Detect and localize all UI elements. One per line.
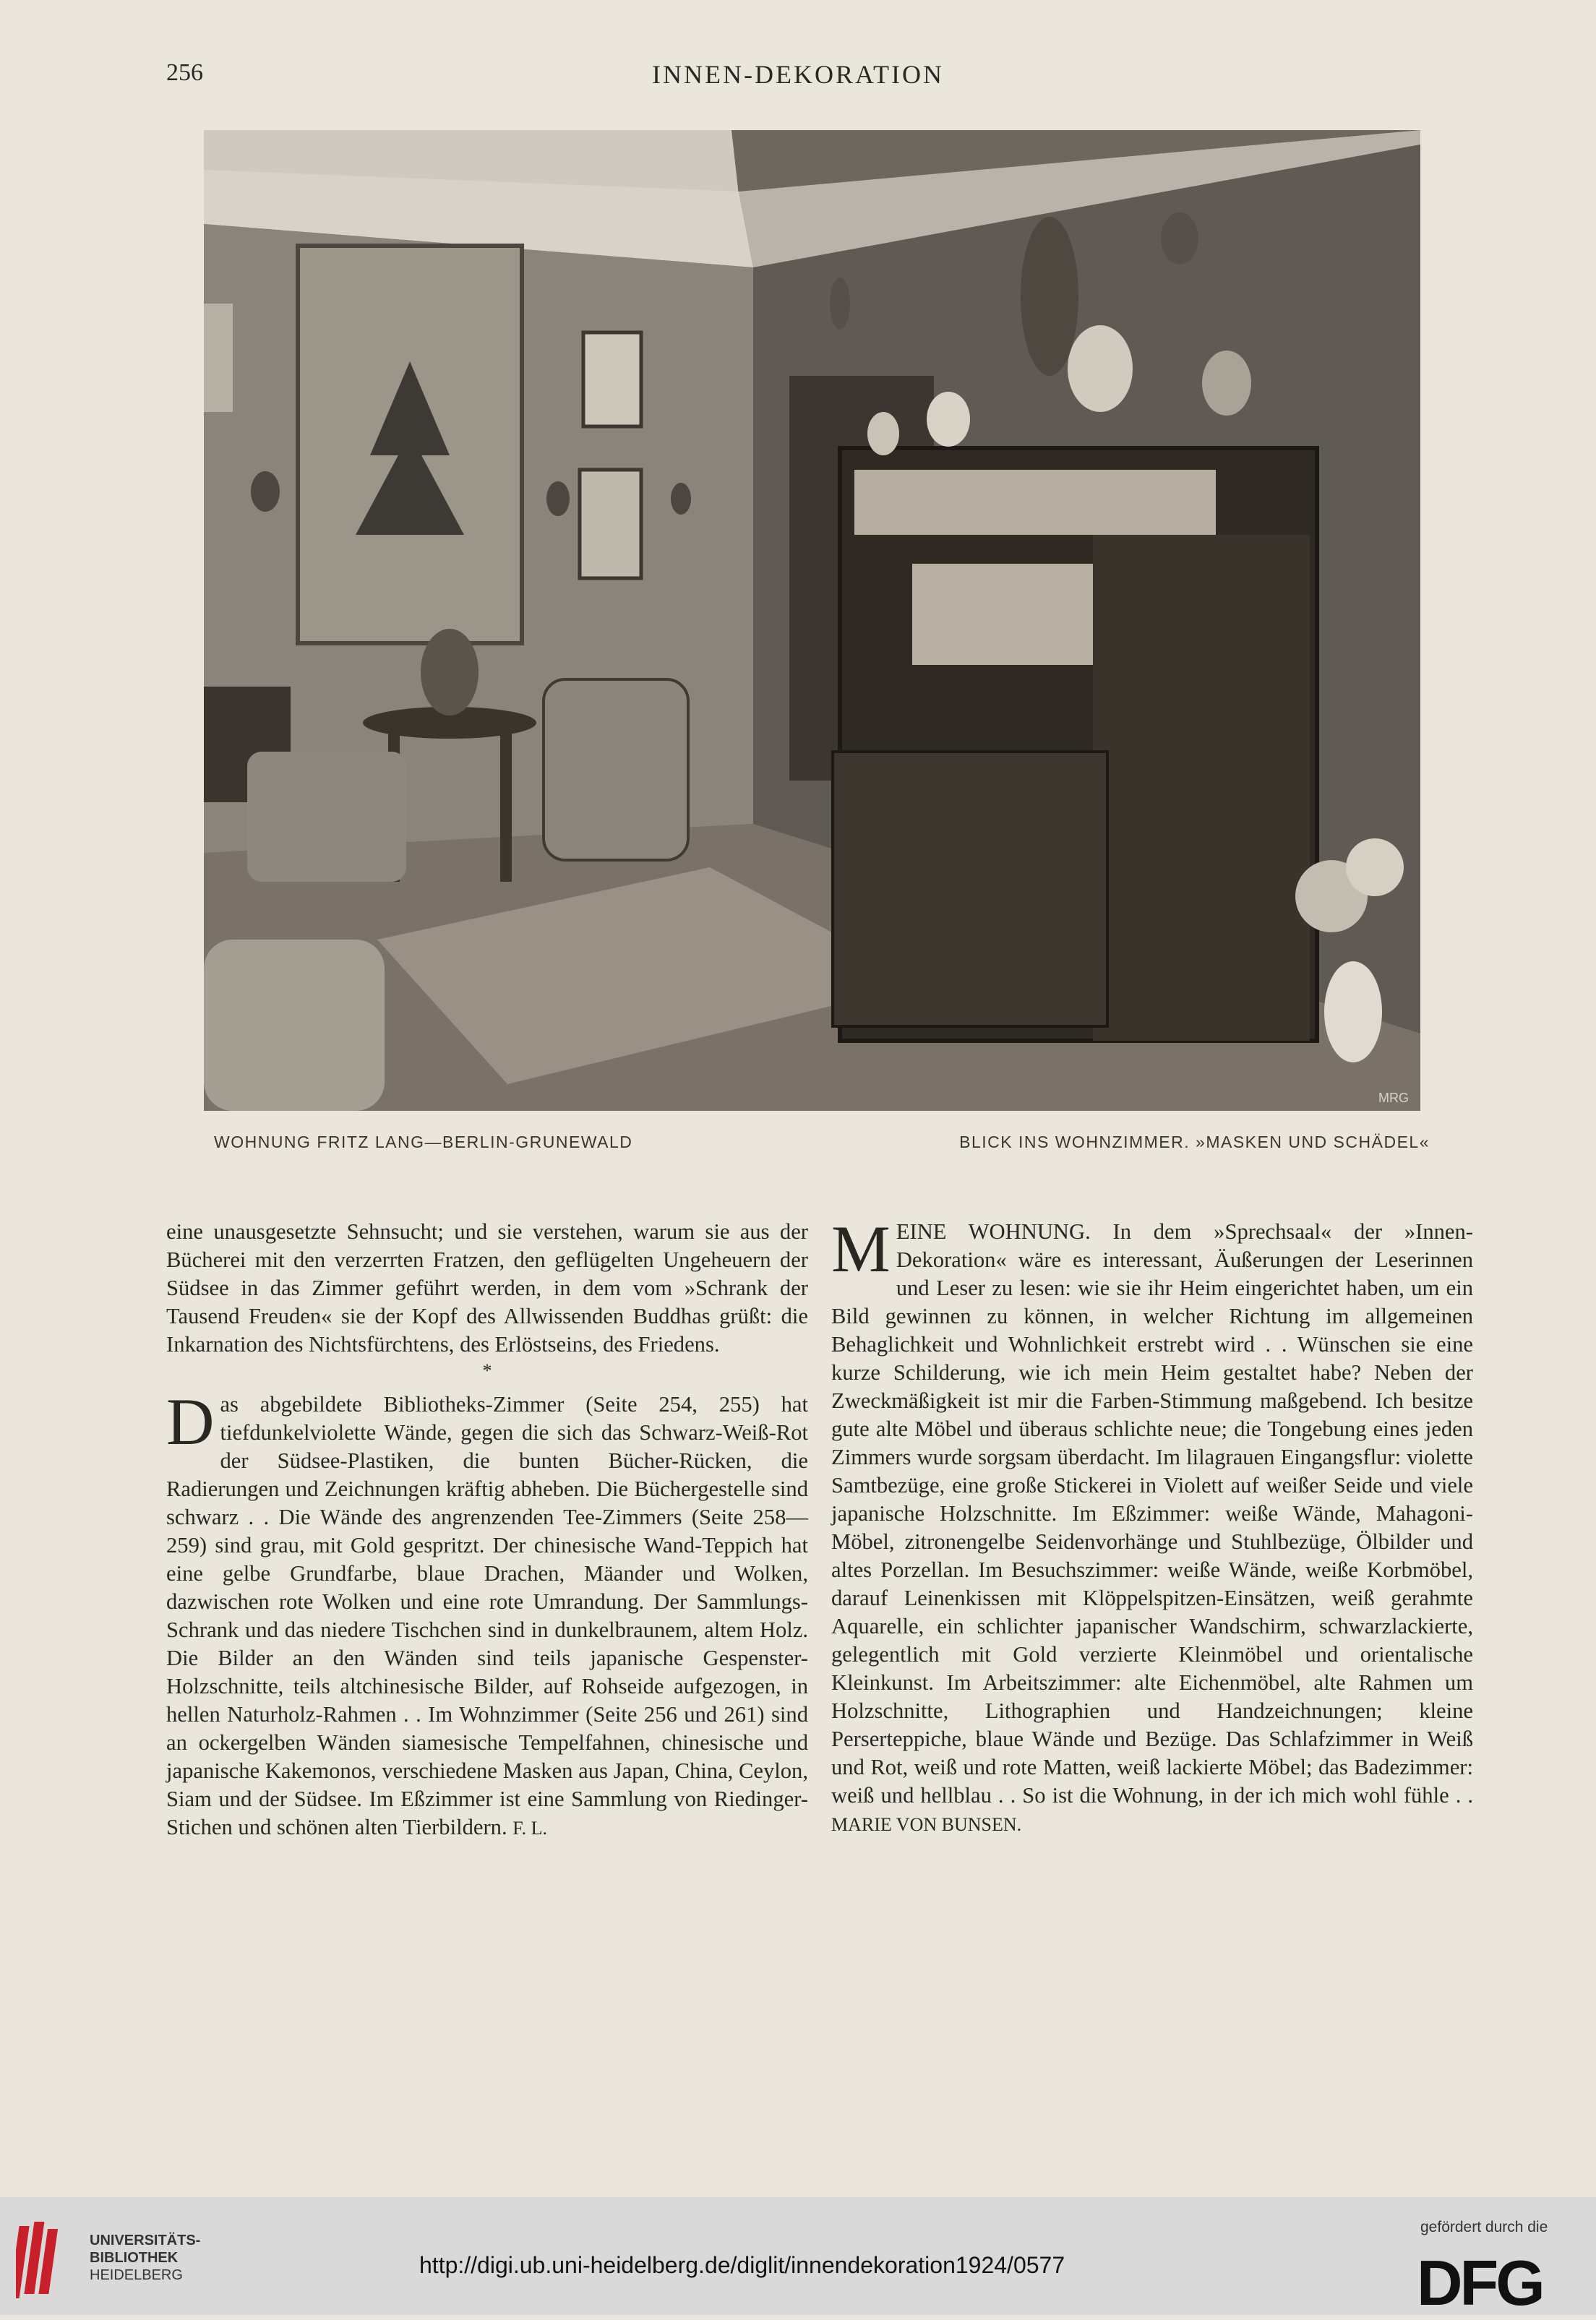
- paragraph-body: as abgebildete Bibliotheks-Zimmer (Seite 254, 255) hat tiefdunkelviolette Wände, gegen die sich das Schwarz-Weiß-Rot der Südsee-Plastiken, die bunten Bücher-Rücken, die Radierungen und Zeichnungen kräftig abheben. Die Büchergestelle sind schwarz . . Die Wände des angrenzenden Tee-Zimmers (Seite 258—259) sind grau, mit Gold gespritzt. Der chinesische Wand-Teppich hat eine gelbe Grundfarbe, blaue Drachen, Mäander und Wolken, dazwischen rote Wolken und eine rote Umrandung. Der Sammlungs-Schrank und das niedere Tischchen sind in dunkelbraunem, altem Holz. Die Bilder an den Wänden sind teils japanische Gespenster-Holzschnitte, teils altchinesische Bilder, auf Rohseide aufgezogen, in hellen Naturholz-Rahmen . . Im Wohnzimmer (Seite 256 und 261) sind an ockergelben Wänden siamesische Tempelfahnen, chinesische und japanische Kakemonos, verschiedene Masken aus Japan, China, Ceylon, Siam und der Südsee. Im Eßzimmer ist eine Sammlung von Riedinger-Stichen und schönen alten Tierbildern.: [166, 1392, 808, 1839]
- drop-cap: M: [831, 1212, 891, 1286]
- article-column-left: [166, 1218, 808, 1842]
- dfg-logo: DFG: [1417, 2247, 1543, 2319]
- photo-caption-left: WOHNUNG FRITZ LANG—BERLIN-GRUNEWALD: [214, 1133, 633, 1151]
- library-name-line: HEIDELBERG: [90, 2267, 183, 2283]
- author-initials: F. L.: [512, 1818, 548, 1839]
- drop-cap: D: [166, 1385, 215, 1458]
- photo-caption-right: BLICK INS WOHNZIMMER. »MASKEN UND SCHÄDEL«: [959, 1133, 1430, 1151]
- paragraph: [166, 1385, 808, 1842]
- paragraph-body: EINE WOHNUNG. In dem »Sprechsaal« der »Innen-Dekoration« wäre es interessant, Äußerungen der Leserinnen und Leser zu lesen: wie sie ihr Heim eingerichtet haben, um ein Bild gewinnen zu können, in welcher Richtung im allgemeinen Behaglichkeit und Wohnlichkeit erstrebt wird . . Wünschen sie eine kurze Schilderung, wie ich mein Heim gestaltet habe? Neben der Zweckmäßigkeit ist mir die Farben-Stimmung maßgebend. Ich besitze gute alte Möbel und überaus schlichte neue; die Tongebung eines jeden Zimmers wurde sorgsam überdacht. Im lilagrauen Eingangsflur: violette Samtbezüge, eine große Stickerei in Violett auf weißer Seide und viele japanische Holzschnitte. Im Eßzimmer: weiße Wände, Mahagoni-Möbel, zitronengelbe Seidenvorhänge und Stuhlbezüge, Ölbilder und altes Porzellan. Im Besuchszimmer: weiße Wände, weiße Korbmöbel, darauf Leinenkissen mit Klöppelspitzen-Einsätzen, weiß gerahmte Aquarelle, ein schlichter japanischer Wandschirm, schwarzlackierte, gelegentlich mit Gold verzierte Kleinmöbel und orientalische Kleinkunst. Im Arbeitszimmer: alte Eichenmöbel, alte Rahmen um Holzschnitte, Lithographien und Handzeichnungen; kleine Perserteppiche, blaue Wände und Bezüge. Das Schlafzimmer in Weiß und Rot, weiß und rote Matten, weiß lackierte Möbel; das Badezimmer: weiß und hellblau . . So ist die Wohnung, in der ich mich wohl fühle . .: [831, 1219, 1473, 1808]
- university-library-logo-icon: [16, 2219, 75, 2303]
- photo-monogram: MRG: [1378, 1091, 1409, 1105]
- paragraph: eine unausgesetzte Sehnsucht; und sie verstehen, warum sie aus der Bücherei mit den verzerrten Fratzen, den geflügelten Ungeheuern der Südsee in das Zimmer geführt werden, in dem vom »Schrank der Tausend Freuden« sie der Kopf des Allwissenden Buddhas grüßt: die Inkarnation des Nichtsfürchtens, des Erlöstseins, des Friedens.: [166, 1219, 808, 1357]
- page-number: 256: [166, 59, 203, 86]
- living-room-illustration: [204, 130, 1420, 1111]
- interior-photograph: [204, 130, 1420, 1111]
- library-name-line: UNIVERSITÄTS-: [90, 2233, 201, 2248]
- library-name-line: BIBLIOTHEK: [90, 2250, 179, 2266]
- library-name: [90, 2232, 200, 2284]
- author-signature: MARIE VON BUNSEN.: [831, 1814, 1022, 1835]
- permalink-url[interactable]: http://digi.ub.uni-heidelberg.de/diglit/innendekoration1924/0577: [419, 2252, 1065, 2278]
- article-column-right: [831, 1212, 1473, 1839]
- funding-note: gefördert durch die: [1420, 2219, 1548, 2235]
- digitization-footer: [0, 2197, 1596, 2319]
- section-separator: *: [482, 1360, 492, 1381]
- paragraph: [831, 1212, 1473, 1839]
- running-title: INNEN-DEKORATION: [652, 60, 944, 89]
